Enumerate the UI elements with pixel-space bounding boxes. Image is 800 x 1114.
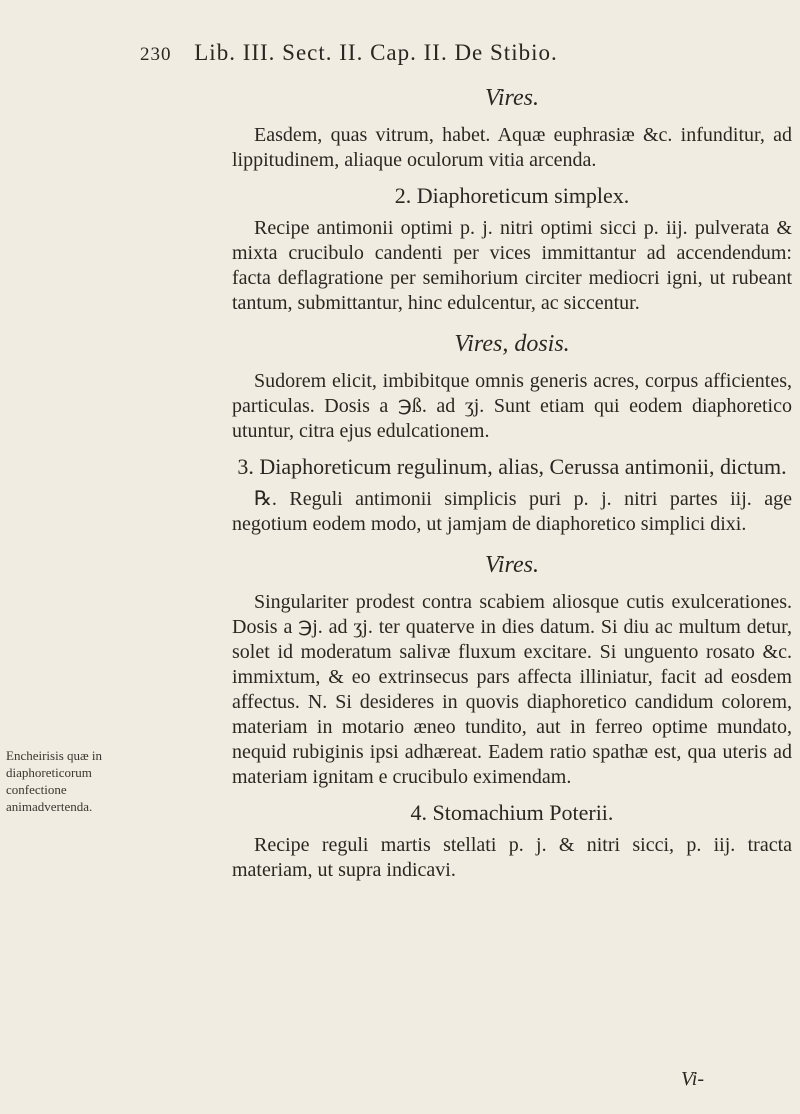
running-title: Lib. III. Sect. II. Cap. II. De Stibio. [194,40,558,65]
heading-vires: Vires. [485,85,539,111]
paragraph: Easdem, quas vitrum, habet. Aquæ euphrasiæ &c. infunditur, ad lippitudinem, aliaque oculorum vitia arcenda. [232,124,792,171]
section-heading: 4. Stomachium Poterii. [410,800,614,825]
paragraph: Recipe antimonii optimi p. j. nitri optimi sicci p. iij. pulverata & mixta crucibulo candenti per vices immittantur ad accendendum: facta deflagratione per semihorium circiter mediocri igni, ut rubeant tantum, submittantur, hinc edulcentur, ac siccentur. [232,217,792,314]
paragraph: Recipe reguli martis stellati p. j. & nitri sicci, p. iij. tracta materiam, ut supra indicavi. [232,834,792,881]
page-number: 230 [140,44,172,65]
paragraph: Sudorem elicit, imbibitque omnis generis acres, corpus afficientes, particulas. Dosis a ℈ß. ad ʒj. Sunt etiam qui eodem diaphoretico utuntur, citra ejus edulcationem. [232,370,792,442]
heading-vires-dosis: Vires, dosis. [454,331,570,357]
section-heading: 2. Diaphoreticum simplex. [394,183,630,208]
margin-note: Encheirisis quæ in diaphoreticorum confectione animadvertenda. [6,748,103,814]
section-heading: 3. Diaphoreticum regulinum, alias, Cerussa antimonii, dictum. [237,454,787,479]
paragraph: ℞. Reguli antimonii simplicis puri p. j. nitri partes iij. age negotium eodem modo, ut jamjam de diaphoretico simplici dixi. [232,488,792,535]
running-header [140,40,700,66]
catchword: Vi- [681,1068,704,1090]
heading-vires: Vires. [485,552,539,578]
main-text [232,86,792,883]
paragraph: Singulariter prodest contra scabiem aliosque cutis exulcerationes. Dosis a ℈j. ad ʒj. ter quaterve in dies datum. Si diu ac multum detur, solet id moderatum salivæ fluxum excitare. Si unguento rosato &c. immixtum, & eo extrinsecus pars affecta illiniatur, facit ad eosdem affectus. N. Si desideres in quovis diaphoretico candidum colorem, materiam in motario æneo tundito, aut in ferreo optime mundato, nequid rubiginis ipsi adhæreat. Eadem ratio spathæ est, qua uteris ad materiam ignitam e crucibulo eximendam. [232,591,792,788]
